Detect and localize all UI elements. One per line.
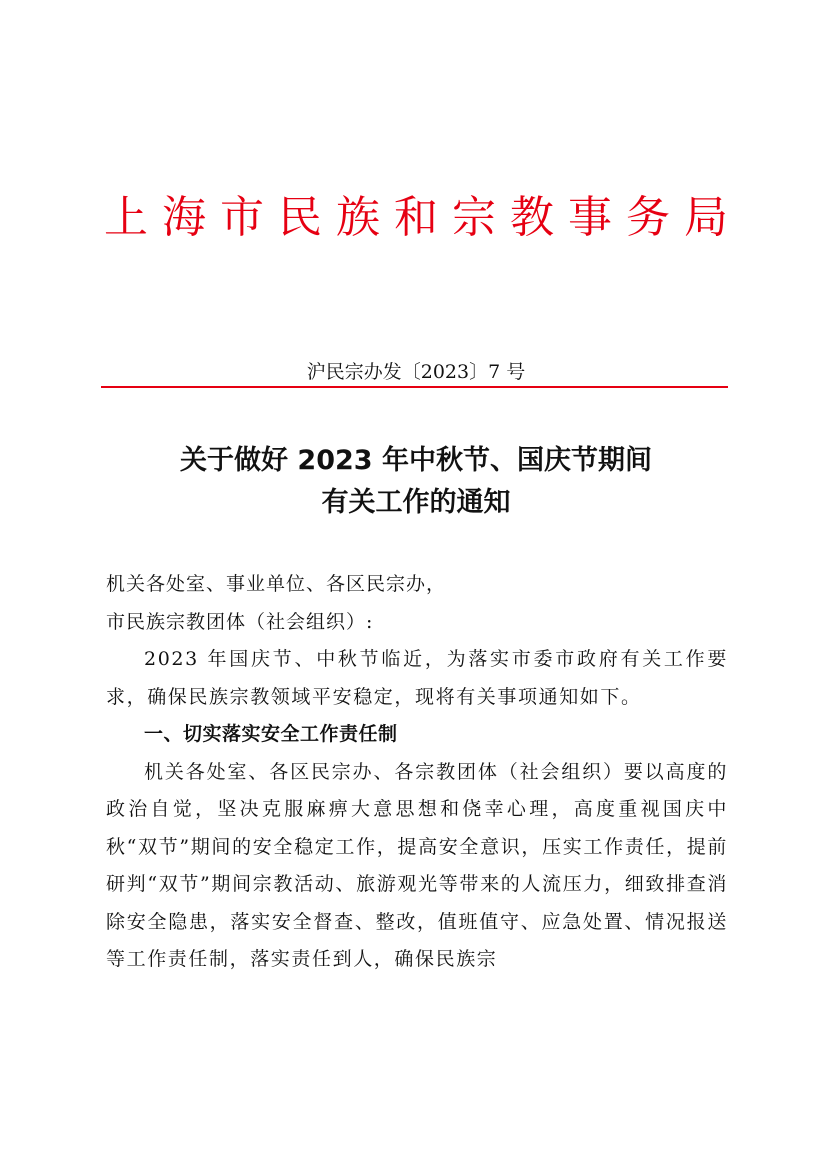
red-separator-line [101,386,728,388]
title-char: 上 [104,192,148,243]
document-body [106,566,728,979]
title-char: 事 [568,192,612,243]
notice-title-line-2: 有关工作的通知 [321,487,511,518]
document-number: 沪民宗办发〔2023〕7 号 [306,361,526,383]
section-paragraph: 机关各处室、各区民宗办、各宗教团体（社会组织）要以高度的政治自觉，坚决克服麻痹大意思想和侥幸心理，高度重视国庆中秋“双节”期间的安全稳定工作，提高安全意识，压实工作责任，提前研判“双节”期间宗教活动、旅游观光等带来的人流压力，细致排查消除安全隐患，落实安全督查、整改，值班值守、应急处置、情况报送等工作责任制，落实责任到人，确保民族宗 [106,760,728,970]
title-char: 和 [394,192,438,243]
section-heading: 一、切实落实安全工作责任制 [144,723,398,745]
recipients-line-1: 机关各处室、事业单位、各区民宗办， [106,573,447,595]
title-char: 海 [162,192,206,243]
title-char: 局 [684,192,728,243]
title-char: 市 [220,192,264,243]
title-char: 务 [626,192,670,243]
issuing-authority-title [104,192,728,243]
title-char: 宗 [452,192,496,243]
title-char: 民 [278,192,322,243]
recipients-line-2: 市民族宗教团体（社会组织）: [106,610,374,633]
title-char: 族 [336,192,380,243]
title-char: 教 [510,192,554,243]
notice-title-line-1: 关于做好 2023 年中秋节、国庆节期间 [180,445,652,476]
intro-paragraph: 2023 年国庆节、中秋节临近，为落实市委市政府有关工作要求，确保民族宗教领域平安稳定，现将有关事项通知如下。 [106,648,728,708]
notice-title [104,440,728,524]
